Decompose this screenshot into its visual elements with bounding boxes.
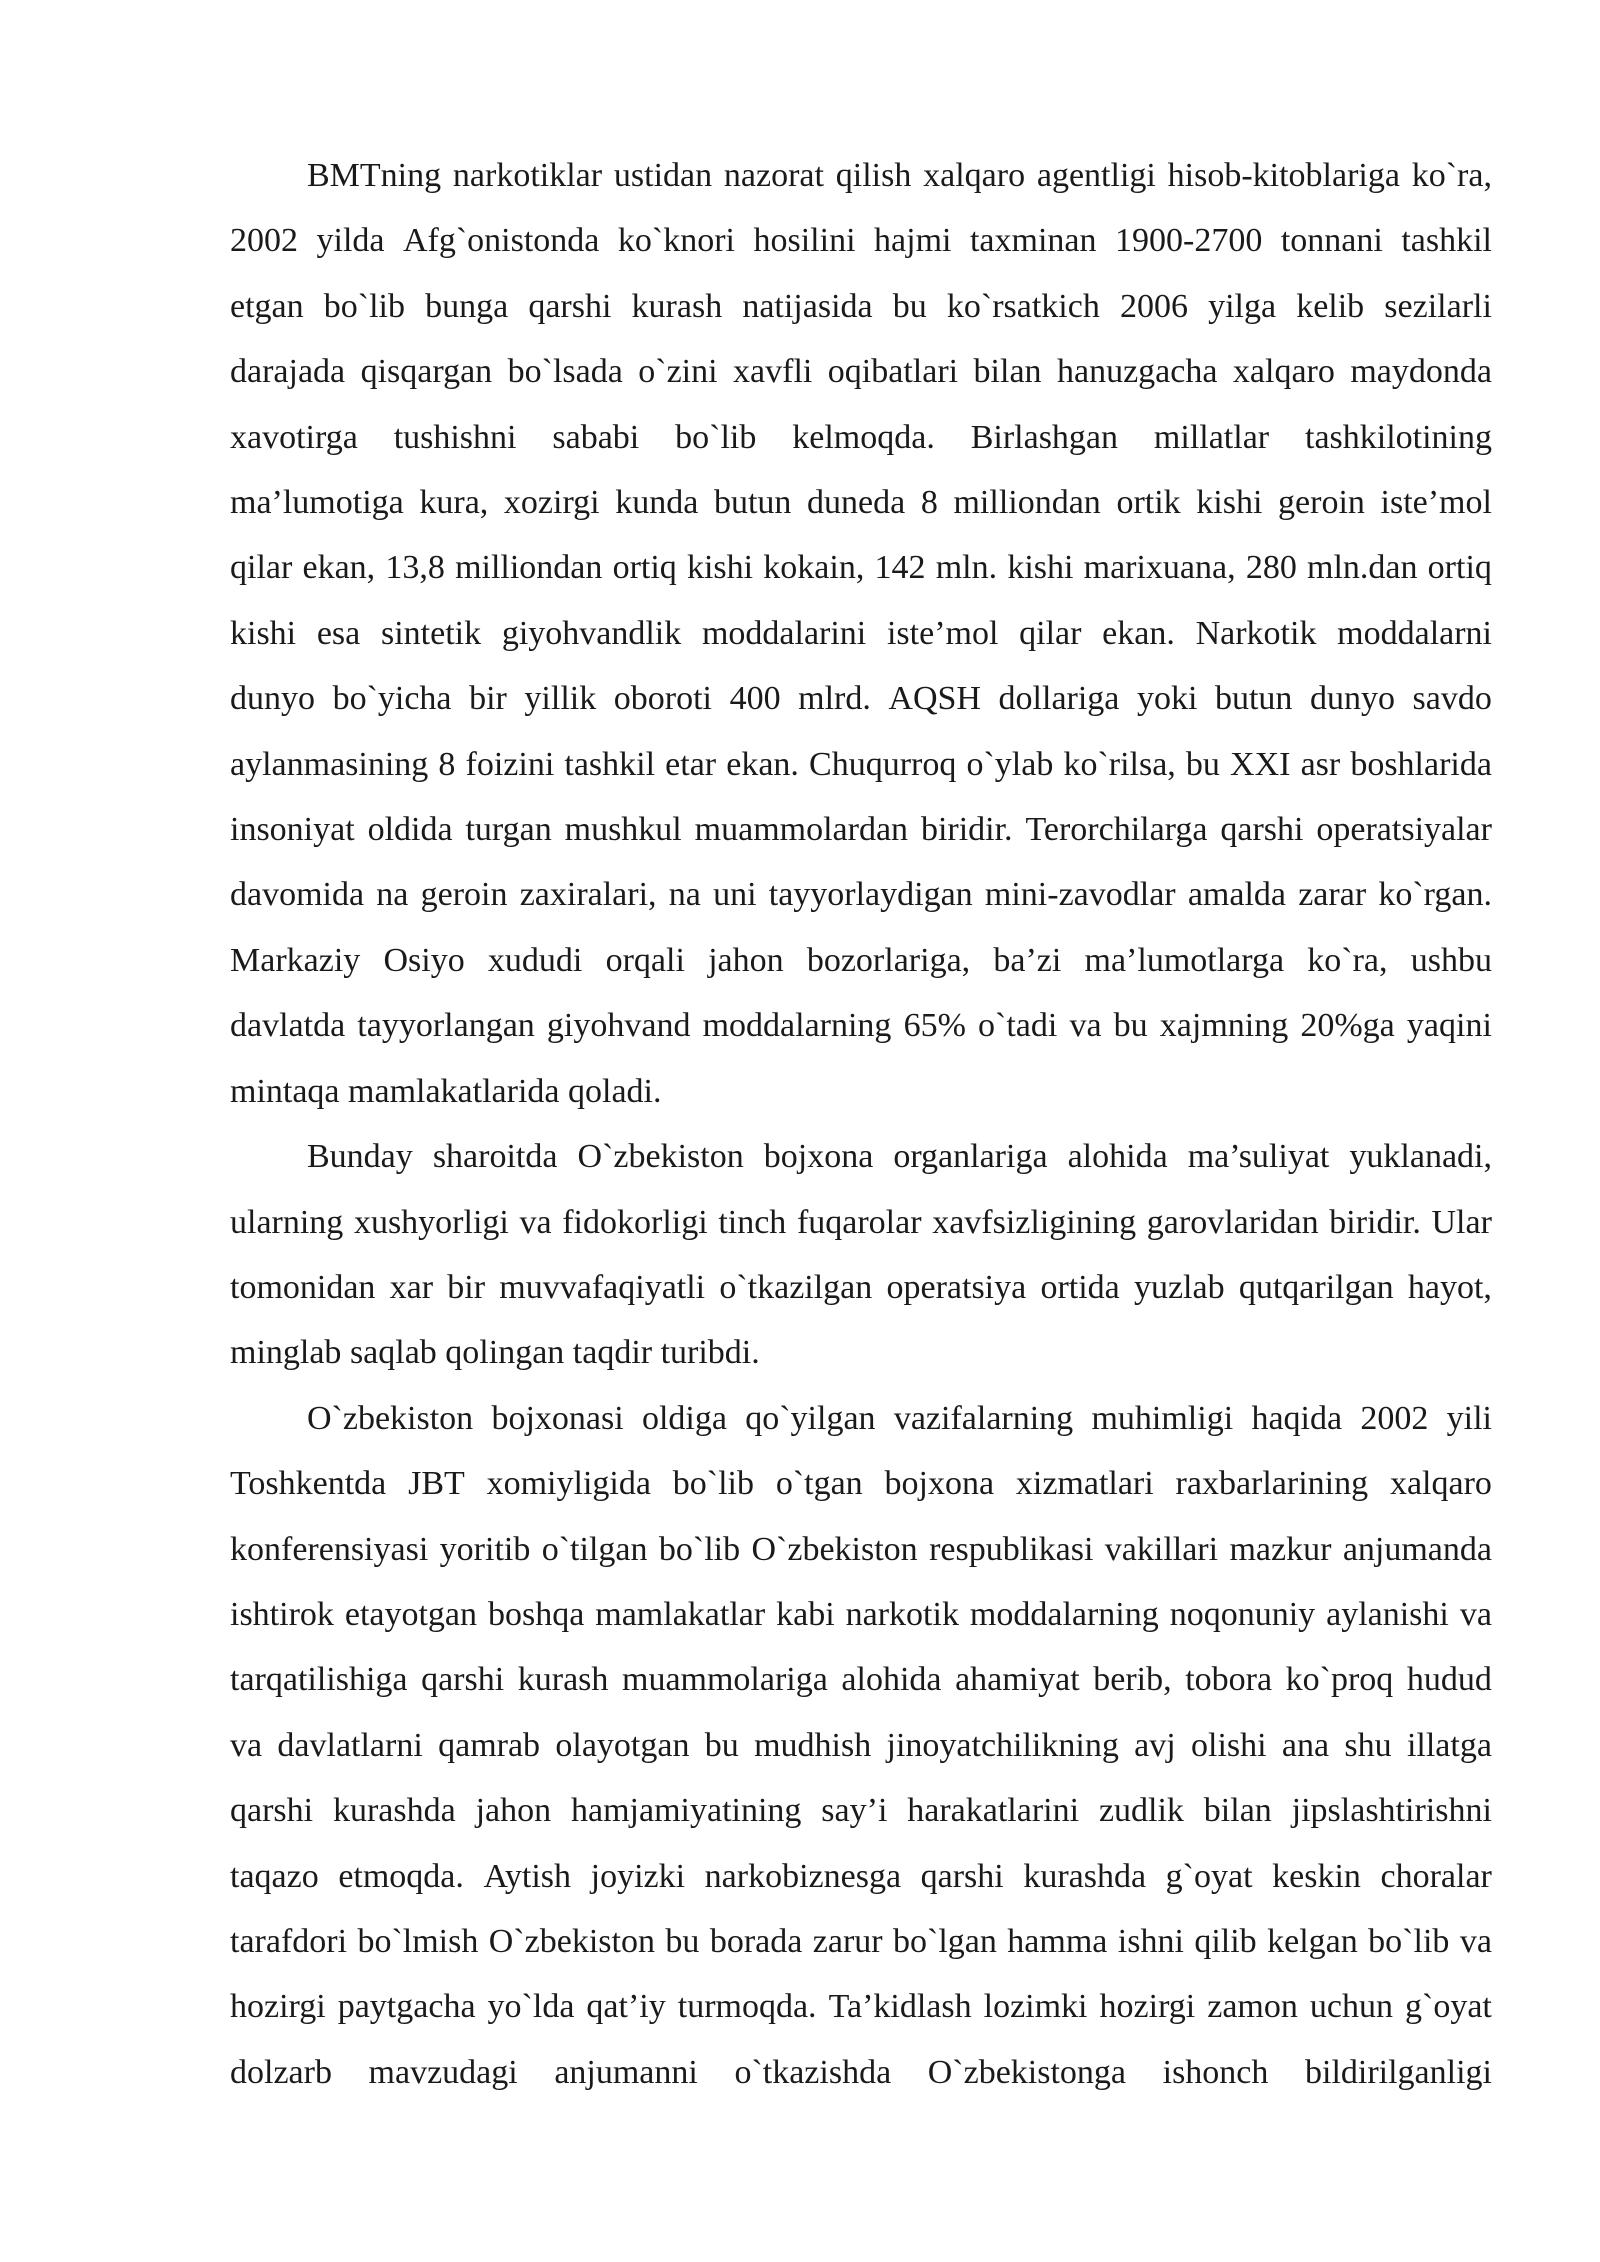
- text-line: aylanmasining 8 foizini tashkil etar ekan. Chuqurroq o`ylab ko`rilsa, bu XXI asr boshlarida: [230, 745, 1492, 783]
- text-line: insoniyat oldida turgan mushkul muammolardan biridir. Terorchilarga qarshi operatsiyalar: [230, 811, 1492, 849]
- text-line: Bunday sharoitda O`zbekiston bojxona organlariga alohida ma’suliyat yuklanadi,: [307, 1138, 1492, 1176]
- text-line: davlatda tayyorlangan giyohvand moddalarning 65% o`tadi va bu xajmning 20%ga yaqini: [230, 1007, 1492, 1045]
- text-line: BMTning narkotiklar ustidan nazorat qilish xalqaro agentligi hisob-kitoblariga ko`ra,: [307, 157, 1492, 194]
- text-line: taqazo etmoqda. Aytish joyizki narkobiznesga qarshi kurashda g`oyat keskin choralar: [230, 1857, 1492, 1895]
- text-line: 2002 yilda Afg`onistonda ko`knori hosilini hajmi taxminan 1900-2700 tonnani tashkil: [230, 222, 1492, 260]
- text-line: etgan bo`lib bunga qarshi kurash natijasida bu ko`rsatkich 2006 yilga kelib sezilarli: [230, 287, 1492, 325]
- text-line: davomida na geroin zaxiralari, na uni tayyorlaydigan mini-zavodlar amalda zarar ko`rgan.: [230, 876, 1492, 914]
- text-line: O`zbekiston bojxonasi oldiga qo`yilgan vazifalarning muhimligi haqida 2002 yili: [307, 1399, 1492, 1437]
- text-line: ma’lumotiga kura, xozirgi kunda butun duneda 8 milliondan ortik kishi geroin iste’mol: [230, 484, 1492, 522]
- text-line: ularning xushyorligi va fidokorligi tinch fuqarolar xavfsizligining garovlaridan biridir. Ular: [230, 1203, 1492, 1241]
- text-line: tarqatilishiga qarshi kurash muammolariga alohida ahamiyat berib, tobora ko`proq hudud: [230, 1661, 1492, 1699]
- text-line: qarshi kurashda jahon hamjamiyatining say’i harakatlarini zudlik bilan jipslashtirishni: [230, 1792, 1492, 1830]
- text-line: dunyo bo`yicha bir yillik oboroti 400 mlrd. AQSH dollariga yoki butun dunyo savdo: [230, 680, 1492, 718]
- text-line: tomonidan xar bir muvvafaqiyatli o`tkazilgan operatsiya ortida yuzlab qutqarilgan hayot,: [230, 1268, 1492, 1306]
- text-line: konferensiyasi yoritib o`tilgan bo`lib O`zbekiston respublikasi vakillari mazkur anjumanda: [230, 1530, 1492, 1568]
- text-line: hozirgi paytgacha yo`lda qat’iy turmoqda. Ta’kidlash lozimki hozirgi zamon uchun g`oyat: [230, 1988, 1492, 2026]
- text-line: qilar ekan, 13,8 milliondan ortiq kishi kokain, 142 mln. kishi marixuana, 280 mln.dan ortiq: [230, 549, 1492, 587]
- text-line: dolzarb mavzudagi anjumanni o`tkazishda O`zbekistonga ishonch bildirilganligi: [230, 2053, 1492, 2091]
- paragraph-2: [230, 1124, 1492, 1386]
- text-line: tarafdori bo`lmish O`zbekiston bu borada zarur bo`lgan hamma ishni qilib kelgan bo`lib va: [230, 1922, 1492, 1960]
- text-line: minglab saqlab qolingan taqdir turibdi.: [230, 1334, 760, 1372]
- text-line: va davlatlarni qamrab olayotgan bu mudhish jinoyatchilikning avj olishi ana shu illatga: [230, 1726, 1492, 1764]
- text-line: mintaqa mamlakatlarida qoladi.: [230, 1072, 662, 1110]
- paragraph-1: [230, 143, 1492, 1124]
- text-line: xavotirga tushishni sababi bo`lib kelmoqda. Birlashgan millatlar tashkilotining: [230, 418, 1492, 456]
- text-line: Toshkentda JBT xomiyligida bo`lib o`tgan bojxona xizmatlari raxbarlarining xalqaro: [230, 1465, 1492, 1503]
- text-line: darajada qisqargan bo`lsada o`zini xavfli oqibatlari bilan hanuzgacha xalqaro maydonda: [230, 353, 1492, 391]
- paragraph-3: [230, 1386, 1492, 2105]
- document-body: [230, 143, 1492, 2105]
- text-line: Markaziy Osiyo xududi orqali jahon bozorlariga, ba’zi ma’lumotlarga ko`ra, ushbu: [230, 941, 1492, 979]
- text-line: ishtirok etayotgan boshqa mamlakatlar kabi narkotik moddalarning noqonuniy aylanishi va: [230, 1595, 1492, 1633]
- text-line: kishi esa sintetik giyohvandlik moddalarini iste’mol qilar ekan. Narkotik moddalarni: [230, 614, 1492, 652]
